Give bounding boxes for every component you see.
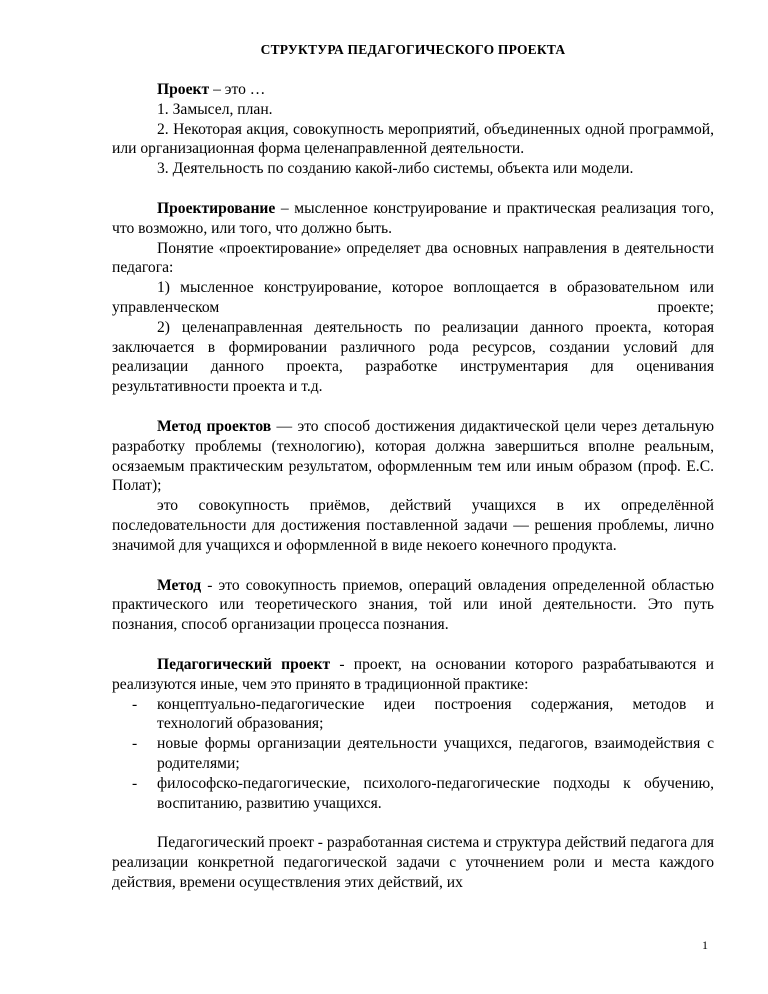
project-item-1: 1. Замысел, план. — [157, 100, 273, 118]
paragraph-gap — [112, 813, 714, 833]
project-item-2: 2. Некоторая акция, совокупность мероприятий, объединенных одной программой, или организационная форма целенаправленной деятельности. — [112, 120, 714, 158]
list-item-text: новые формы организации деятельности учащихся, педагогов, взаимодействия с родителями; — [157, 735, 714, 772]
definition-design — [112, 199, 714, 239]
document-body — [112, 80, 714, 893]
list-item — [112, 774, 714, 814]
paragraph-gap — [112, 556, 714, 576]
list-item-text: концептуально-педагогические идеи построения содержания, методов и технологий образования; — [157, 695, 714, 733]
document-title: СТРУКТУРА ПЕДАГОГИЧЕСКОГО ПРОЕКТА — [260, 42, 566, 57]
project-item-3: 3. Деятельность по созданию какой-либо системы, объекта или модели. — [157, 160, 634, 178]
dash-marker: - — [132, 735, 138, 753]
term-pedagogical-project: Педагогический проект — [157, 655, 331, 673]
dash-marker: - — [132, 695, 138, 713]
list-item — [112, 695, 714, 735]
term-project: Проект — [157, 81, 210, 98]
definition-design-text: – мысленное конструирование и практическая реализация того, что возможно, или того, что должно быть. — [112, 199, 714, 237]
list-item-text: философско-педагогические, психолого-педагогические подходы к обучению, воспитанию, развитию учащихся. — [157, 774, 714, 812]
definition-project-method — [112, 417, 714, 496]
design-direction-1 — [112, 278, 714, 318]
term-method: Метод — [157, 576, 202, 594]
project-method-paragraph-2: это совокупность приёмов, действий учащихся в их определённой последовательности для достижения поставленной задачи — решения проблемы, лично значимой для учащихся и оформленной в виде некоего конечного продукта. — [112, 497, 714, 554]
definition-pedagogical-project-text: - проект, на основании которого разрабатываются и реализуются иные, чем это принято в традиционной практике: — [112, 655, 714, 693]
design-direction-2: 2) целенаправленная деятельность по реализации данного проекта, которая заключается в формировании различного рода ресурсов, создании условий для реализации данного проекта, разработке инструментария для оценивания результативности проекта и т.д. — [112, 318, 714, 396]
paragraph-gap — [112, 397, 714, 417]
pedagogical-project-paragraph: Педагогический проект - разработанная система и структура действий педагога для реализации конкретной педагогической задачи с уточнением роли и места каждого действия, времени осуществления этих действий, их — [112, 834, 714, 891]
design-direction-1-text: 1) мысленное конструирование, которое воплощается в образовательном или управленческом проекте; — [112, 279, 714, 316]
definition-project-method-text: — это способ достижения дидактической цели через детальную разработку проблемы (технологию), которая должна завершиться вполне реальным, осязаемым практическим результатом, оформленным тем или иным образом (проф. Е.С. Полат); — [112, 417, 715, 495]
definition-pedagogical-project — [112, 655, 714, 695]
list-item — [112, 734, 714, 774]
definition-method — [112, 576, 714, 635]
term-design: Проектирование — [157, 199, 276, 217]
paragraph-gap — [112, 635, 714, 655]
dash-marker: - — [132, 774, 138, 792]
definition-project-intro: – это … — [209, 81, 266, 98]
term-project-method: Метод проектов — [157, 417, 272, 435]
design-concept-paragraph: Понятие «проектирование» определяет два основных направления в деятельности педагога: — [112, 239, 714, 277]
definition-method-text: - это совокупность приемов, операций овладения определенной областью практического или теоретического знания, той или иной деятельности. Это путь познания, способ организации процесса познания. — [112, 576, 714, 634]
paragraph-gap — [112, 179, 714, 199]
page-number: 1 — [702, 938, 708, 952]
definition-project-term-line — [112, 80, 714, 100]
pedagogical-project-list — [112, 695, 714, 814]
